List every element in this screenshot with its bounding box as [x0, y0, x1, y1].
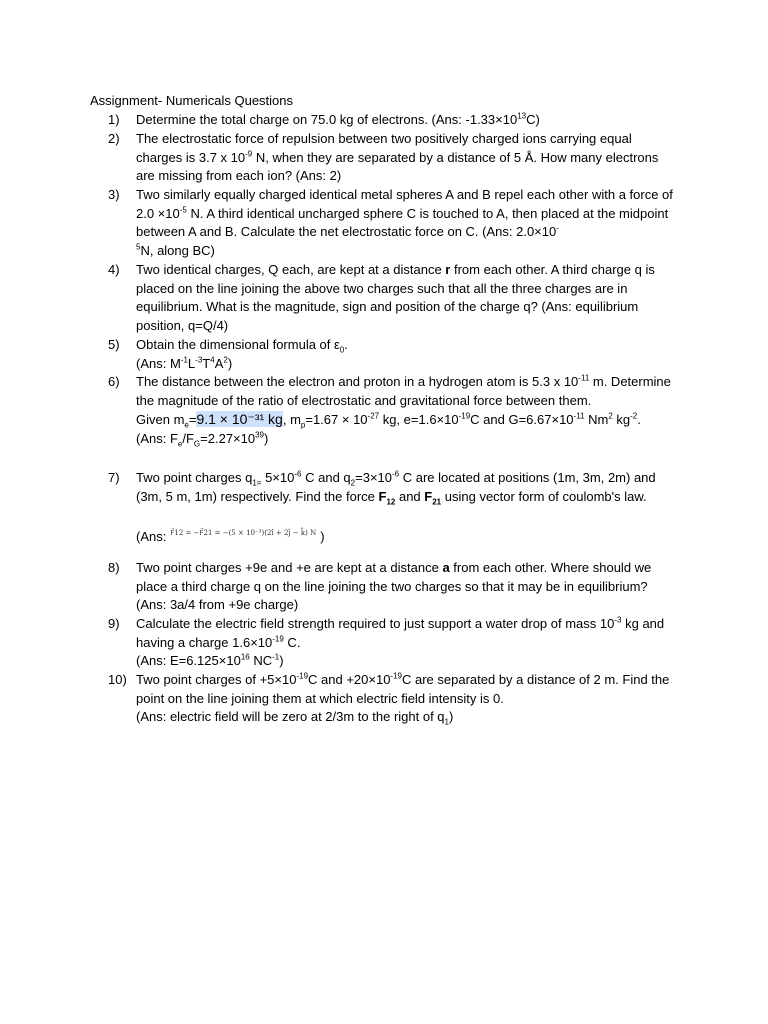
page-title: Assignment- Numericals Questions: [90, 93, 294, 108]
question-number: 5): [108, 337, 120, 352]
question-text: Calculate the electric field strength required to just support a water drop of mass $10^{-3}$ kg and having a charge $1.6\times 10^{-19}$ C. (Ans: $E=6.125\times 10^{16}$ $NC^{-1}$): [136, 615, 665, 669]
question-number: 9): [108, 616, 120, 631]
highlighted-electron-mass: 9.1 × 10⁻³¹ kg: [196, 411, 283, 428]
question-text: Obtain the dimensional formula of $\varepsilon_0$. (Ans: $M^{-1}L^{-3}T^4A^2$): [136, 337, 348, 371]
question-3: [108, 186, 678, 261]
question-number: 3): [108, 187, 120, 202]
question-number: 10): [108, 672, 127, 687]
question-number: 8): [108, 560, 120, 575]
question-number: 2): [108, 131, 120, 146]
question-8: [108, 559, 678, 615]
question-6: [108, 373, 678, 449]
question-text: Two point charges +9e and +e are kept at a distance a from each other. Where should we place a third charge q on the line joining the two charges so that it may be in equilibrium? (Ans: 3a/4 from +9e charge): [136, 560, 652, 613]
question-10: [108, 671, 678, 727]
question-5: [108, 336, 678, 373]
question-text: Determine the total charge on 75.0 kg of electrons. (Ans: $-1.33\times 10^{13}C$): [136, 111, 540, 127]
question-9: [108, 615, 678, 671]
question-text: Two similarly equally charged identical metal spheres A and B repel each other with a force of $2.0 \times 10^{-5}$ N. A third identical uncharged sphere C is touched to A, then placed at the midpoint between A and B. Calculate the net electrostatic force on C. (Ans: 2.0×10- $^5$N, along BC): [136, 187, 673, 259]
question-text: The distance between the electron and proton in a hydrogen atom is 5.3 x $10^{-11}$ m. Determine the magnitude of the ratio of electrostatic and gravitational force between them. Given $m_e=9.1 \times 10^{-31}$ kg, $m_p=1.67 \times 10^{-27}$ kg, $e=1.6\times 10^{-19}C$ and $G=6.67\times 10^{-11}$ Nm$^2$ $kg^{-2}$. (Ans: $F_e/F_G=2.27\times 10^{39}$): [136, 373, 671, 449]
question-number: 6): [108, 374, 120, 389]
question-number: 1): [108, 112, 120, 127]
question-text: Two identical charges, Q each, are kept at a distance r from each other. A third charge q is placed on the line joining the above two charges such that all the three charges are in equilibrium. What is the magnitude, sign and position of the charge q? (Ans: equilibrium position, q=Q/4): [136, 262, 655, 334]
question-2: [108, 130, 678, 186]
question-text: Two point charges of $+5\times 10^{-19}C$ and $+20\times 10^{-19}C$ are separated by a distance of 2 m. Find the point on the line joining them at which electric field intensity is 0. (Ans: electric field will be zero at 2/3m to the right of $q_1$): [136, 671, 670, 727]
answer-formula-image: F⃗12 = −F⃗21 = −(5 × 10⁻³)(2î + 2ĵ − k̂) N: [170, 529, 317, 538]
question-text: Two point charges $q_{1=}$ $5\times 10^{-6}$ C and $q_2=3\times 10^{-6}$ C are located at positions (1m, 3m, 2m) and (3m, 5 m, 1m) respectively. Find the force $F_{12}$ and $F_{21}$ using vector form of coulomb's law. (Ans: F⃗12 = −F⃗21 = −(5 × 10⁻³)(2î + 2ĵ − k̂) N ): [136, 469, 656, 545]
question-number: 7): [108, 470, 120, 485]
question-text: The electrostatic force of repulsion between two positively charged ions carrying equal charges is 3.7 x $10^{-9}$ N, when they are separated by a distance of 5 Å. How many electrons are missing from each ion? (Ans: 2): [136, 131, 659, 184]
question-1: [108, 111, 678, 130]
question-7: [108, 469, 678, 553]
question-4: [108, 261, 678, 336]
question-number: 4): [108, 262, 120, 277]
